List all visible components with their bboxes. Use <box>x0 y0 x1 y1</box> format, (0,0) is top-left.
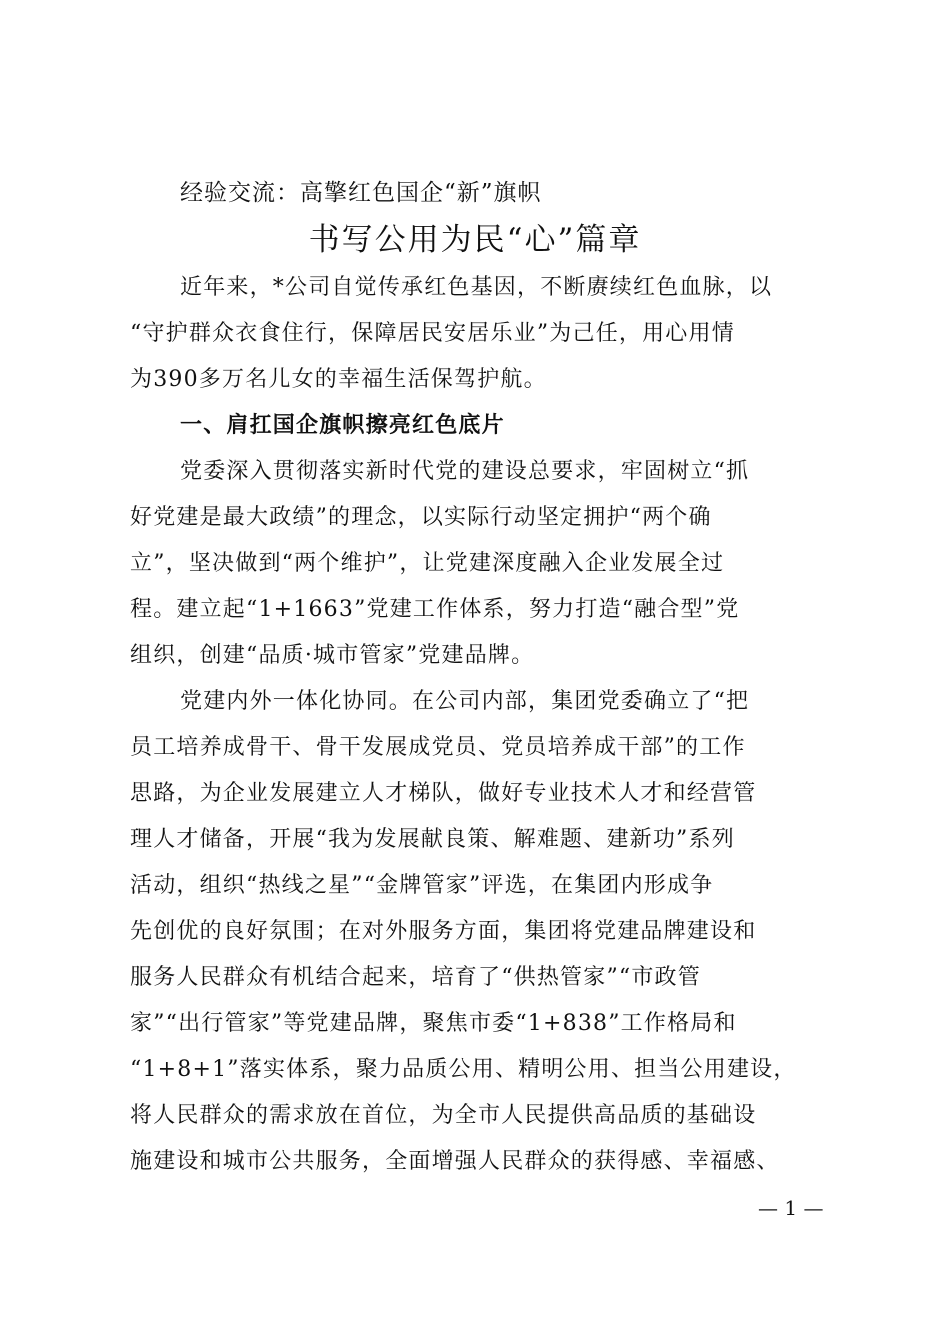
paragraph-line: “1+8+1”落实体系，聚力品质公用、精明公用、担当公用建设， <box>130 1057 797 1082</box>
page-number: — 1 — <box>758 1196 824 1220</box>
paragraph-line: 施建设和城市公共服务，全面增强人民群众的获得感、幸福感、 <box>130 1149 780 1174</box>
intro-line: 为390多万名儿女的幸福生活保驾护航。 <box>130 367 547 392</box>
paragraph-line: 先创优的良好氛围；在对外服务方面，集团将党建品牌建设和 <box>130 919 757 944</box>
paragraph-line: 活动，组织“热线之星”“金牌管家”评选，在集团内形成争 <box>130 873 714 898</box>
intro-line: 近年来，*公司自觉传承红色基因，不断赓续红色血脉，以 <box>180 275 773 300</box>
intro-line: “守护群众衣食住行，保障居民安居乐业”为己任，用心用情 <box>130 321 735 346</box>
paragraph-line: 理人才储备，开展“我为发展献良策、解难题、建新功”系列 <box>130 827 735 852</box>
paragraph-line: 党建内外一体化协同。在公司内部，集团党委确立了“把 <box>180 689 750 714</box>
section-heading: 一、肩扛国企旗帜擦亮红色底片 <box>180 413 505 438</box>
paragraph-line: 党委深入贯彻落实新时代党的建设总要求，牢固树立“抓 <box>180 459 750 484</box>
title-line-2: 书写公用为民“心”篇章 <box>308 222 642 258</box>
paragraph-line: 服务人民群众有机结合起来，培育了“供热管家”“市政管 <box>130 965 701 990</box>
paragraph-line: 好党建是最大政绩”的理念，以实际行动坚定拥护“两个确 <box>130 505 712 530</box>
paragraph-line: 程。建立起“1+1663”党建工作体系，努力打造“融合型”党 <box>130 597 740 622</box>
paragraph-line: 组织，创建“品质·城市管家”党建品牌。 <box>130 643 535 668</box>
paragraph-line: 将人民群众的需求放在首位，为全市人民提供高品质的基础设 <box>130 1103 757 1128</box>
paragraph-line: 思路，为企业发展建立人才梯队，做好专业技术人才和经营管 <box>130 781 757 806</box>
paragraph-line: 立”，坚决做到“两个维护”，让党建深度融入企业发展全过 <box>130 551 725 576</box>
paragraph-line: 员工培养成骨干、骨干发展成党员、党员培养成干部”的工作 <box>130 735 746 760</box>
title-line-1: 经验交流：高擎红色国企“新”旗帜 <box>180 180 542 206</box>
paragraph-line: 家”“出行管家”等党建品牌，聚焦市委“1+838”工作格局和 <box>130 1011 737 1036</box>
